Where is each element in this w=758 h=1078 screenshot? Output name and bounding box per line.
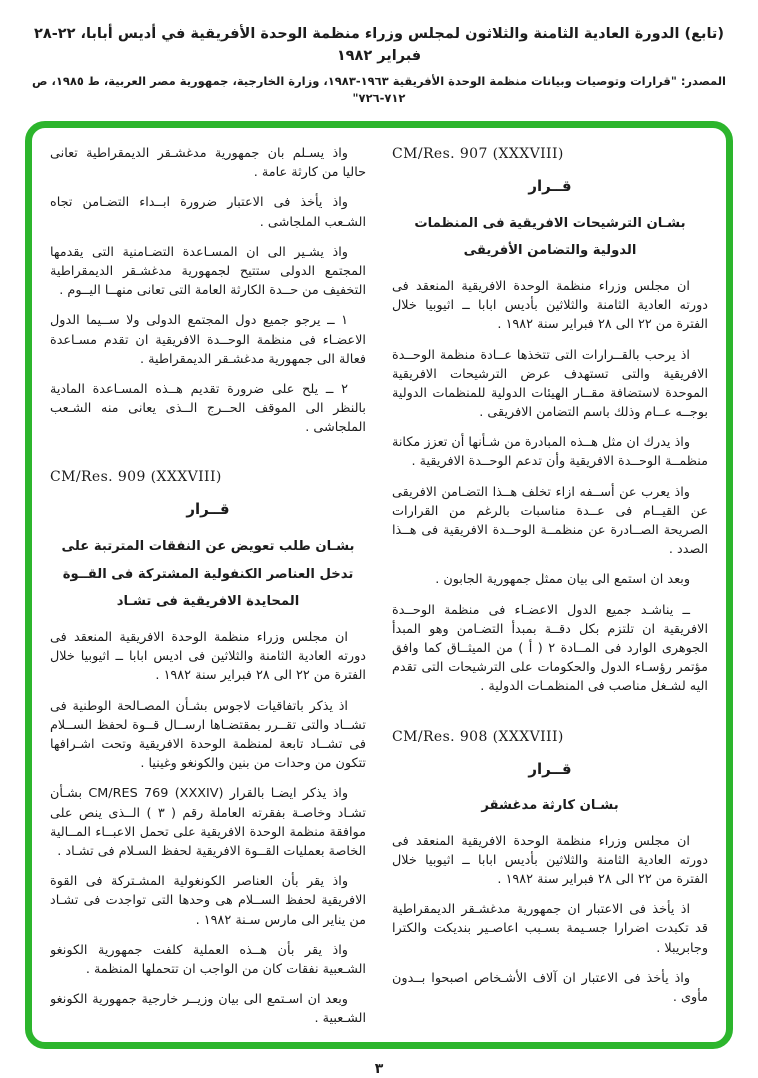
source-citation: المصدر: "قرارات وتوصيات وبيانات منظمة الوحدة الأفريقية ١٩٦٣-١٩٨٣، وزارة الخارجية، جمهورية مصر العربية، ط ١٩٨٥، ص ٧١٢-٧٢٦" [31,73,726,105]
res-908-subtitle-line1: بشـان كارثة مدغشقر [481,798,619,813]
res-909-subtitle-line3: المحايدة الافريقية فى تشـاد [116,594,300,610]
res-908-cont-paragraph: واذ يسـلم بان جمهورية مدغشـقر الديمقراطية تعانى حاليا من كارثة عامة . [50,146,366,181]
res-907-subtitle [392,210,708,265]
res-908-cont-paragraph: ١ ــ يرجو جميع دول المجتمع الدولى ولا ســيما الدول الاعضـاء فى منظمة الوحــدة الافريقية ان تقدم مسـاعدة فعالة الى جمهورية مدغشـقر الديمقراطية . [50,313,366,367]
right-column [392,144,708,1032]
page-footer [0,1061,758,1077]
res-908-paragraph: اذ يأخذ فى الاعتبار ان جمهورية مدغشـقر الديمقراطية قد تكبدت اضرارا جسـيمة بسـبب اعاصـير بنديكت والكترا وجابريبلا . [392,902,708,956]
res-908-cont-paragraph: واذ يشـير الى ان المسـاعدة التضـامنية التى يقدمها المجتمع الدولى ستتيح لجمهورية مدغشـقر الديمقراطية التخفيف من حــدة الكارثة العامة التى تعانى منهــا اليــوم . [50,244,366,299]
res-907-paragraph: واذ يدرك ان مثل هــذه المبادرة من شـأنها أن تعزز مكانة منظمــة الوحــدة الافريقية وأن تدعم الوحــدة الافريقية . [392,435,708,470]
res-909-paragraph: واذ يذكر ايضـا بالقرار CM/RES 769 (XXXIV) بشـأن تشـاد وخاصـة بفقرته العاملة رقم ( ٣ ) الــذى ينص على موافقة منظمة الوحدة الافريقية على تحمل الاعبــاء المــالية الخاصة بعمليات القــوة الافريقية لحفظ السـلام فى تشـاد . [50,786,366,859]
res-909-paragraph: ان مجلس وزراء منظمة الوحدة الافريقية المنعقد فى دورته العادية الثامنة والثلاثين فى اديس ابابا ــ اثيوبيا خلال الفترة من ٢٢ الى ٢٨ فبراير سنة ١٩٨٢ . [50,630,366,684]
res-909-paragraph: واذ يقر بأن العناصر الكونغولية المشـتركة فى القوة الافريقية لحفظ الســلام هى وحدها التى تواجدت فى تشـاد من يناير الى مارس سـنة ١٩٨٢ . [50,874,366,928]
res-909-paragraph: وبعد ان اسـتمع الى بيان وزيــر خارجية جمهورية الكونغو الشـعبية . [50,992,366,1027]
res-907-paragraph: اذ يرحب بالقــرارات التى تتخذها عــادة منظمة الوحــدة الافريقية والتى تستهدف عرض الترشيحات الافريقية الموحدة لاستضافة مقــار الهيئات الدولية للمنظمات الدولية بوجــه عــام وذلك باسم التضامن الافريقى . [392,347,708,421]
session-title: (تابع) الدورة العادية الثامنة والثلاثون لمجلس وزراء منظمة الوحدة الأفريقية في أديس أبابا، ٢٢-٢٨ فبراير ١٩٨٢ [34,26,724,64]
res-909-ref: CM/Res. 909 (XXXVIII) [50,469,222,486]
res-907-paragraph: واذ يعرب عن أســفه ازاء تخلف هــذا التضـامن الافريقى عن القيــام فى عــدة مناسبات بالرغم من القرارات الصريحة الصــادرة عن منظمــة الوحــدة الافريقية فى هــذا الصدد . [392,484,708,558]
res-909-paragraph: اذ يذكر باتفاقيات لاجوس بشـأن المصـالحة الوطنية فى تشــاد والتى تقــرر بمقتضـاها ارســال قــوة لحفظ الســلام فى تشــاد تابعة لمنظمة الوحدة الافريقية وتحت اشـرافها تتكون من وحدات من بنين والكونغو وغينيا . [50,698,366,772]
res-908-cont-paragraph: ٢ ــ يلح على ضرورة تقديم هــذه المسـاعدة المادية بالنظر الى الموقف الحــرج الــذى يعانى منه الشـعب الملجاشى . [50,381,366,436]
res-907-paragraph: ان مجلس وزراء منظمة الوحدة الافريقية المنعقد فى دورته العادية الثامنة والثلاثين بأديس ابابا ــ اثيوبيا خلال الفترة من ٢٢ الى ٢٨ فبراير سنة ١٩٨٢ . [392,278,708,333]
res-908-paragraph: واذ يأخذ فى الاعتبار ان آلاف الأشـخاص اصبحوا بــدون مأوى . [392,970,708,1006]
res-909-subtitle-line2: تدخل العناصر الكنفولية المشتركة فى القــوة [62,566,354,582]
res-907-subtitle-line1: بشـان الترشيحات الافريقية فى المنظمات [414,215,686,231]
two-column-layout [50,144,708,1032]
res-907-ref: CM/Res. 907 (XXXVIII) [392,146,564,162]
res-907-subtitle-line2: الدولية والتضامن الأفريقى [463,243,637,259]
left-column [50,144,366,1032]
res-907-paragraph: ــ يناشـد جميع الدول الاعضـاء فى منظمة الوحــدة الافريقية ان تلتزم بكل دقــة بمبدأ التضـامن وهو المبدأ الجوهرى الوارد فى المــادة ٢ ( أ ) من الميثــاق كما وافق مؤتمر رؤسـاء الدول والحكومات على الترشيحات التى تقدم اليه لشـغل مناصب فى المنظمـات الدولية . [392,602,708,695]
res-909-subtitle [50,533,366,616]
res-909-paragraph: واذ يقر بأن هــذه العملية كلفت جمهورية الكونغو الشـعبية نفقات كان من الواجب ان تتحملها المنظمة . [50,942,366,977]
res-907-paragraph: وبعد ان استمع الى بيان ممثل جمهورية الجابون . [435,572,690,588]
green-frame [25,121,733,1049]
res-909-decision-label: قــرار [186,500,230,519]
res-908-ref: CM/Res. 908 (XXXVIII) [392,728,564,745]
res-907-decision-label: قــرار [528,177,572,195]
res-908-subtitle [392,792,708,820]
page-number: ٣ [374,1061,384,1077]
res-908-paragraph: ان مجلس وزراء منظمة الوحدة الافريقية المنعقد فى دورته العادية الثامنة والثلاثين بأديس ابابا ــ اثيوبيا خلال الفترة من ٢٢ الى ٢٨ فبراير سنة ١٩٨٢ . [392,833,708,888]
page-header [0,0,758,107]
res-908-cont-paragraph: واذ يأخذ فى الاعتبار ضرورة ابــداء التضـامن تجاه الشـعب الملجاشى . [50,195,366,230]
res-908-decision-label: قــرار [528,759,572,778]
res-909-subtitle-line1: بشـان طلب تعويض عن النفقات المترتبة على [61,538,355,554]
